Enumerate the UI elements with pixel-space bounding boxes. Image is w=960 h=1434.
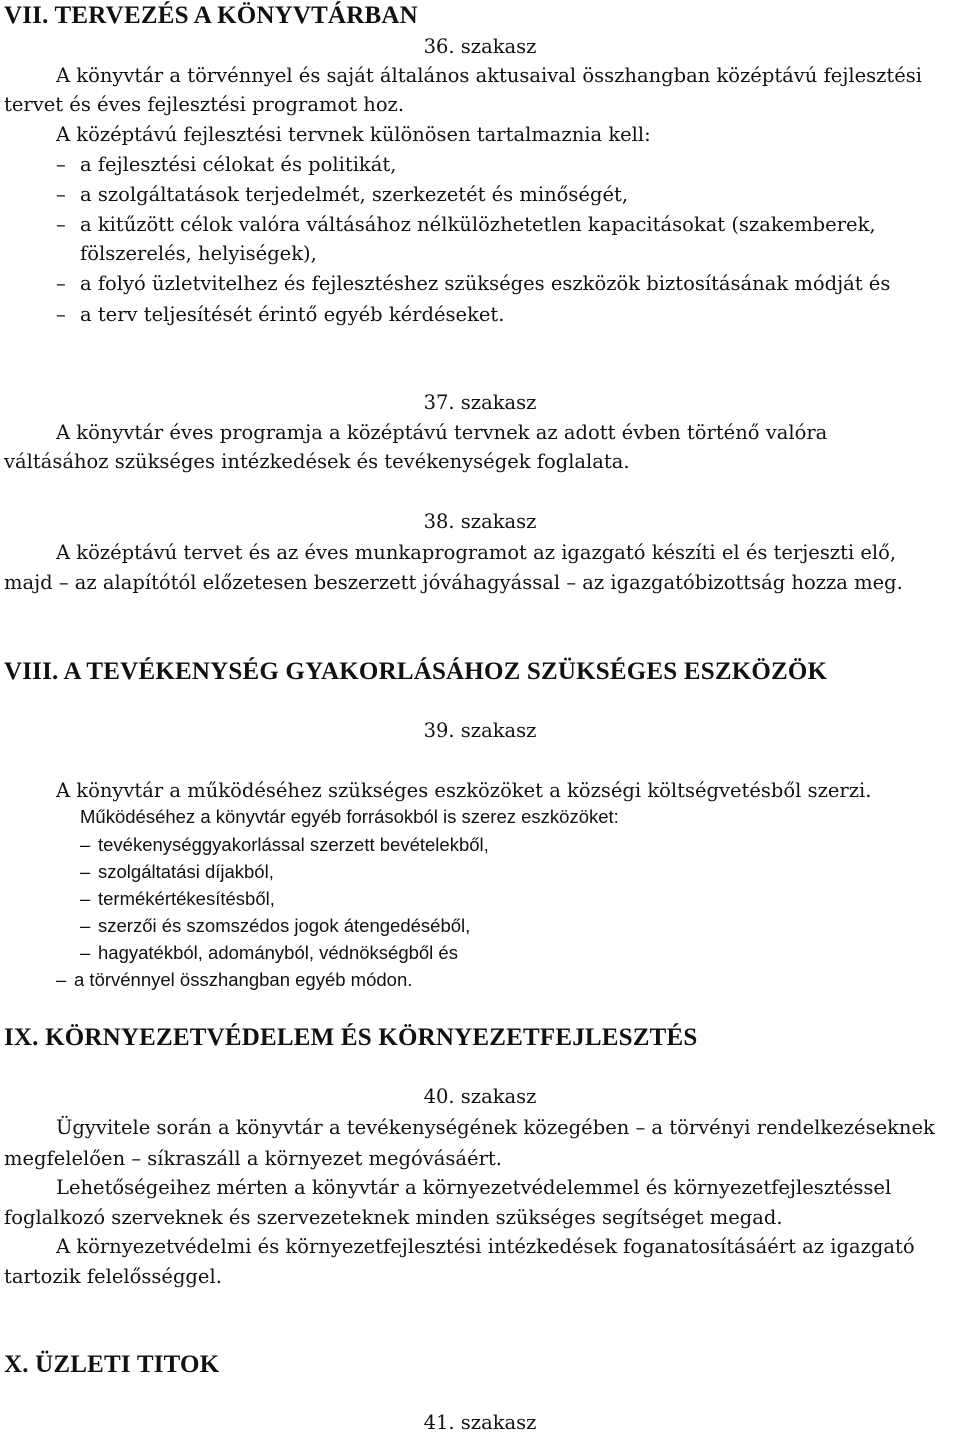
section-heading-viii: VIII. A TEVÉKENYSÉG GYAKORLÁSÁHOZ SZÜKSÉGES ESZKÖZÖK	[4, 658, 828, 685]
list-dash-39-5: –	[80, 942, 91, 963]
list-dash-36-5: –	[56, 303, 66, 326]
list-dash-36-1: –	[56, 153, 66, 176]
paragraph-36-line-2: tervet és éves fejlesztési programot hoz.	[4, 93, 405, 116]
paragraph-40-line-2: megfelelően – síkraszáll a környezet megóvásáért.	[4, 1147, 502, 1170]
list-item-36-3: a kitűzött célok valóra váltásához nélkülözhetetlen kapacitásokat (szakemberek,	[80, 213, 876, 236]
paragraph-40-line-3: Lehetőségeihez mérten a könyvtár a környezetvédelemmel és környezetfejlesztéssel	[56, 1176, 892, 1199]
list-dash-39-3: –	[80, 888, 91, 909]
list-dash-39-6: –	[56, 969, 67, 990]
paragraph-37-line-2: váltásához szükséges intézkedések és tevékenységek foglalata.	[4, 450, 630, 473]
list-item-36-5: a terv teljesítését érintő egyéb kérdéseket.	[80, 303, 505, 326]
paragraph-39-line-2: Működéséhez a könyvtár egyéb forrásokból is szerez eszközöket:	[80, 806, 619, 827]
list-item-39-1: tevékenységgyakorlással szerzett bevételekből,	[98, 834, 489, 855]
paragraph-40-line-6: tartozik felelősséggel.	[4, 1265, 222, 1288]
list-dash-39-1: –	[80, 834, 91, 855]
paragraph-40-line-1: Ügyvitele során a könyvtár a tevékenységének közegében – a törvényi rendelkezéseknek	[56, 1116, 935, 1139]
paragraph-38-line-2: majd – az alapítótól előzetesen beszerzett jóváhagyással – az igazgatóbizottság hozza meg.	[4, 571, 903, 594]
list-item-36-2: a szolgáltatások terjedelmét, szerkezetét és minőségét,	[80, 183, 629, 206]
list-item-36-3-continuation: fölszerelés, helyiségek),	[80, 242, 317, 265]
list-dash-36-3: –	[56, 213, 66, 236]
section-heading-vii: VII. TERVEZÉS A KÖNYVTÁRBAN	[4, 2, 418, 29]
paragraph-40-line-5: A környezetvédelmi és környezetfejlesztési intézkedések foganatosításáért az igazgató	[56, 1235, 915, 1258]
list-item-39-4: szerzői és szomszédos jogok átengedéséből,	[98, 915, 471, 936]
paragraph-38-line-1: A középtávú tervet és az éves munkaprogramot az igazgató készíti el és terjeszti elő,	[56, 541, 897, 564]
paragraph-36-line-3: A középtávú fejlesztési tervnek különösen tartalmaznia kell:	[56, 123, 651, 146]
paragraph-number-41: 41. szakasz	[423, 1411, 537, 1434]
section-heading-x: X. ÜZLETI TITOK	[4, 1351, 220, 1378]
section-heading-ix: IX. KÖRNYEZETVÉDELEM ÉS KÖRNYEZETFEJLESZTÉS	[4, 1024, 698, 1051]
list-item-36-1: a fejlesztési célokat és politikát,	[80, 153, 397, 176]
paragraph-number-38: 38. szakasz	[423, 510, 537, 533]
list-item-36-4: a folyó üzletvitelhez és fejlesztéshez szükséges eszközök biztosításának módját és	[80, 272, 891, 295]
paragraph-number-37: 37. szakasz	[423, 391, 537, 414]
paragraph-37-line-1: A könyvtár éves programja a középtávú tervnek az adott évben történő valóra	[56, 421, 828, 444]
paragraph-number-40: 40. szakasz	[423, 1085, 537, 1108]
list-dash-36-2: –	[56, 183, 66, 206]
list-item-39-2: szolgáltatási díjakból,	[98, 861, 274, 882]
list-dash-39-4: –	[80, 915, 91, 936]
list-item-39-6: a törvénnyel összhangban egyéb módon.	[74, 969, 413, 990]
paragraph-number-36: 36. szakasz	[423, 35, 537, 58]
paragraph-number-39: 39. szakasz	[423, 719, 537, 742]
paragraph-40-line-4: foglalkozó szerveknek és szervezeteknek minden szükséges segítséget megad.	[4, 1206, 783, 1229]
paragraph-39-line-1: A könyvtár a működéséhez szükséges eszközöket a községi költségvetésből szerzi.	[56, 779, 872, 802]
list-dash-39-2: –	[80, 861, 91, 882]
paragraph-36-line-1: A könyvtár a törvénnyel és saját általános aktusaival összhangban középtávú fejlesztési	[56, 64, 923, 87]
list-item-39-3: termékértékesítésből,	[98, 888, 275, 909]
list-item-39-5: hagyatékból, adományból, védnökségből és	[98, 942, 458, 963]
list-dash-36-4: –	[56, 272, 66, 295]
